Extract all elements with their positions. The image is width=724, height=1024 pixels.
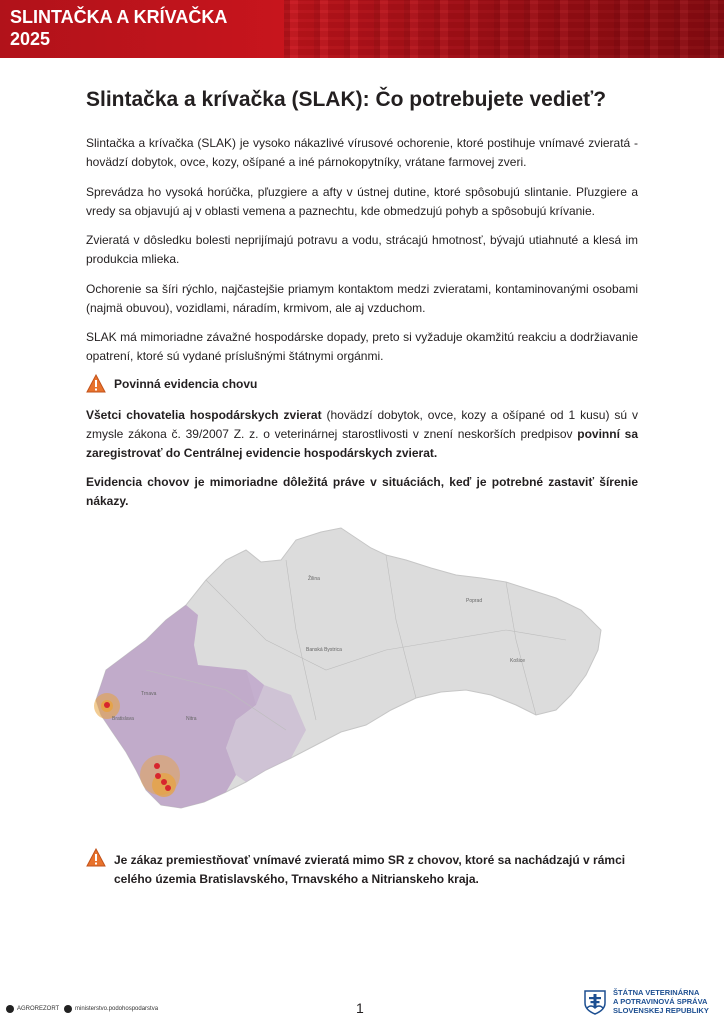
map-city-label: Banská Bystrica [306, 647, 342, 653]
logo-line: A POTRAVINOVÁ SPRÁVA [613, 997, 708, 1006]
outbreak-marker [161, 779, 167, 785]
outbreak-marker [154, 763, 160, 769]
map-city-label: Bratislava [112, 716, 134, 722]
header-banner [0, 0, 724, 58]
registration-obligation-text: povinní sa zaregistrovať do Centrálnej evidencie hospodárskych zvierat. [86, 427, 639, 460]
outbreak-marker [165, 785, 171, 791]
movement-ban-note: Je zákaz premiestňovať vnímavé zvieratá mimo SR z chovov, ktoré sa nachádzajú v rámci celého územia Bratislavského, Trnavského a Nitrianskeho kraja. [114, 853, 626, 886]
slovakia-outbreak-map [86, 520, 638, 830]
page-title: Slintačka a krívačka (SLAK): Čo potrebujete vedieť? [86, 88, 607, 111]
outbreak-marker [104, 702, 110, 708]
warning-icon [86, 374, 106, 394]
header-photo-texture [284, 0, 724, 58]
map-city-label: Košice [510, 658, 526, 664]
registration-importance: Evidencia chovov je mimoriadne dôležitá práve v situáciách, keď je potrebné zastaviť šírenie nákazy. [86, 475, 638, 508]
paragraph-impact: SLAK má mimoriadne závažné hospodárske dopady, preto si vyžaduje okamžitú reakciu a dodržiavanie opatrení, ktoré sú vydané príslušnými štátnymi orgánmi. [86, 330, 638, 363]
paragraph-symptoms: Sprevádza ho vysoká horúčka, pľuzgiere a afty v ústnej dutine, ktoré spôsobujú slintanie. Pľuzgiere a vredy sa objavujú aj v oblasti vemena a paznechtu, kde obmedzujú pohyb a spôsobujú krívanie. [86, 185, 638, 218]
coat-of-arms-icon [582, 989, 608, 1015]
paragraph-spread: Ochorenie sa šíri rýchlo, najčastejšie priamym kontaktom medzi zvieratami, kontaminovanými osobami (najmä obuvou), vozidlami, náradím, krmivom, ale aj vzduchom. [86, 282, 638, 315]
map-city-label: Žilina [308, 576, 320, 582]
paragraph-intro: Slintačka a krívačka (SLAK) je vysoko nákazlivé vírusové ochorenie, ktoré postihuje vnímavé zvieratá - hovädzí dobytok, ovce, kozy, ošípané a iné párnokopytníky, vrátane farmovej zveri. [86, 136, 638, 169]
paragraph-effects: Zvieratá v dôsledku bolesti neprijímajú potravu a vodu, strácajú hmotnosť, bývajú utiahnuté a klesá im produkcia mlieka. [86, 233, 638, 266]
facebook-label: AGROREZORT [17, 1006, 60, 1012]
facebook-link[interactable] [6, 1005, 59, 1013]
header-title-line1: SLINTAČKA A KRÍVAČKA [10, 7, 228, 27]
map-city-label: Nitra [186, 716, 197, 722]
registration-bold-text: Všetci chovatelia hospodárskych zvierat [86, 408, 322, 422]
registration-paragraph [86, 406, 638, 463]
header-title-line2: 2025 [10, 29, 51, 49]
logo-line: SLOVENSKEJ REPUBLIKY [613, 1006, 709, 1015]
instagram-icon [64, 1005, 72, 1013]
map-city-label: Poprad [466, 598, 483, 604]
warning-icon [86, 848, 106, 868]
registration-text: (hovädzí dobytok, ovce, kozy a ošípané od 1 kusu) sú v zmysle zákona č. 39/2007 Z. z. o veterinárnej starostlivosti v znení neskorších predpisov [86, 408, 639, 441]
page-number: 1 [356, 1000, 364, 1016]
instagram-label: ministerstvo.podohospodarstva [75, 1006, 159, 1012]
map-city-label: Trnava [141, 691, 157, 697]
logo-line: ŠTÁTNA VETERINÁRNA [613, 988, 700, 997]
svps-logo [582, 988, 709, 1015]
facebook-icon [6, 1005, 14, 1013]
header-title [10, 6, 227, 50]
instagram-link[interactable] [64, 1005, 158, 1013]
registration-title: Povinná evidencia chovu [114, 377, 258, 391]
outbreak-marker [155, 773, 161, 779]
